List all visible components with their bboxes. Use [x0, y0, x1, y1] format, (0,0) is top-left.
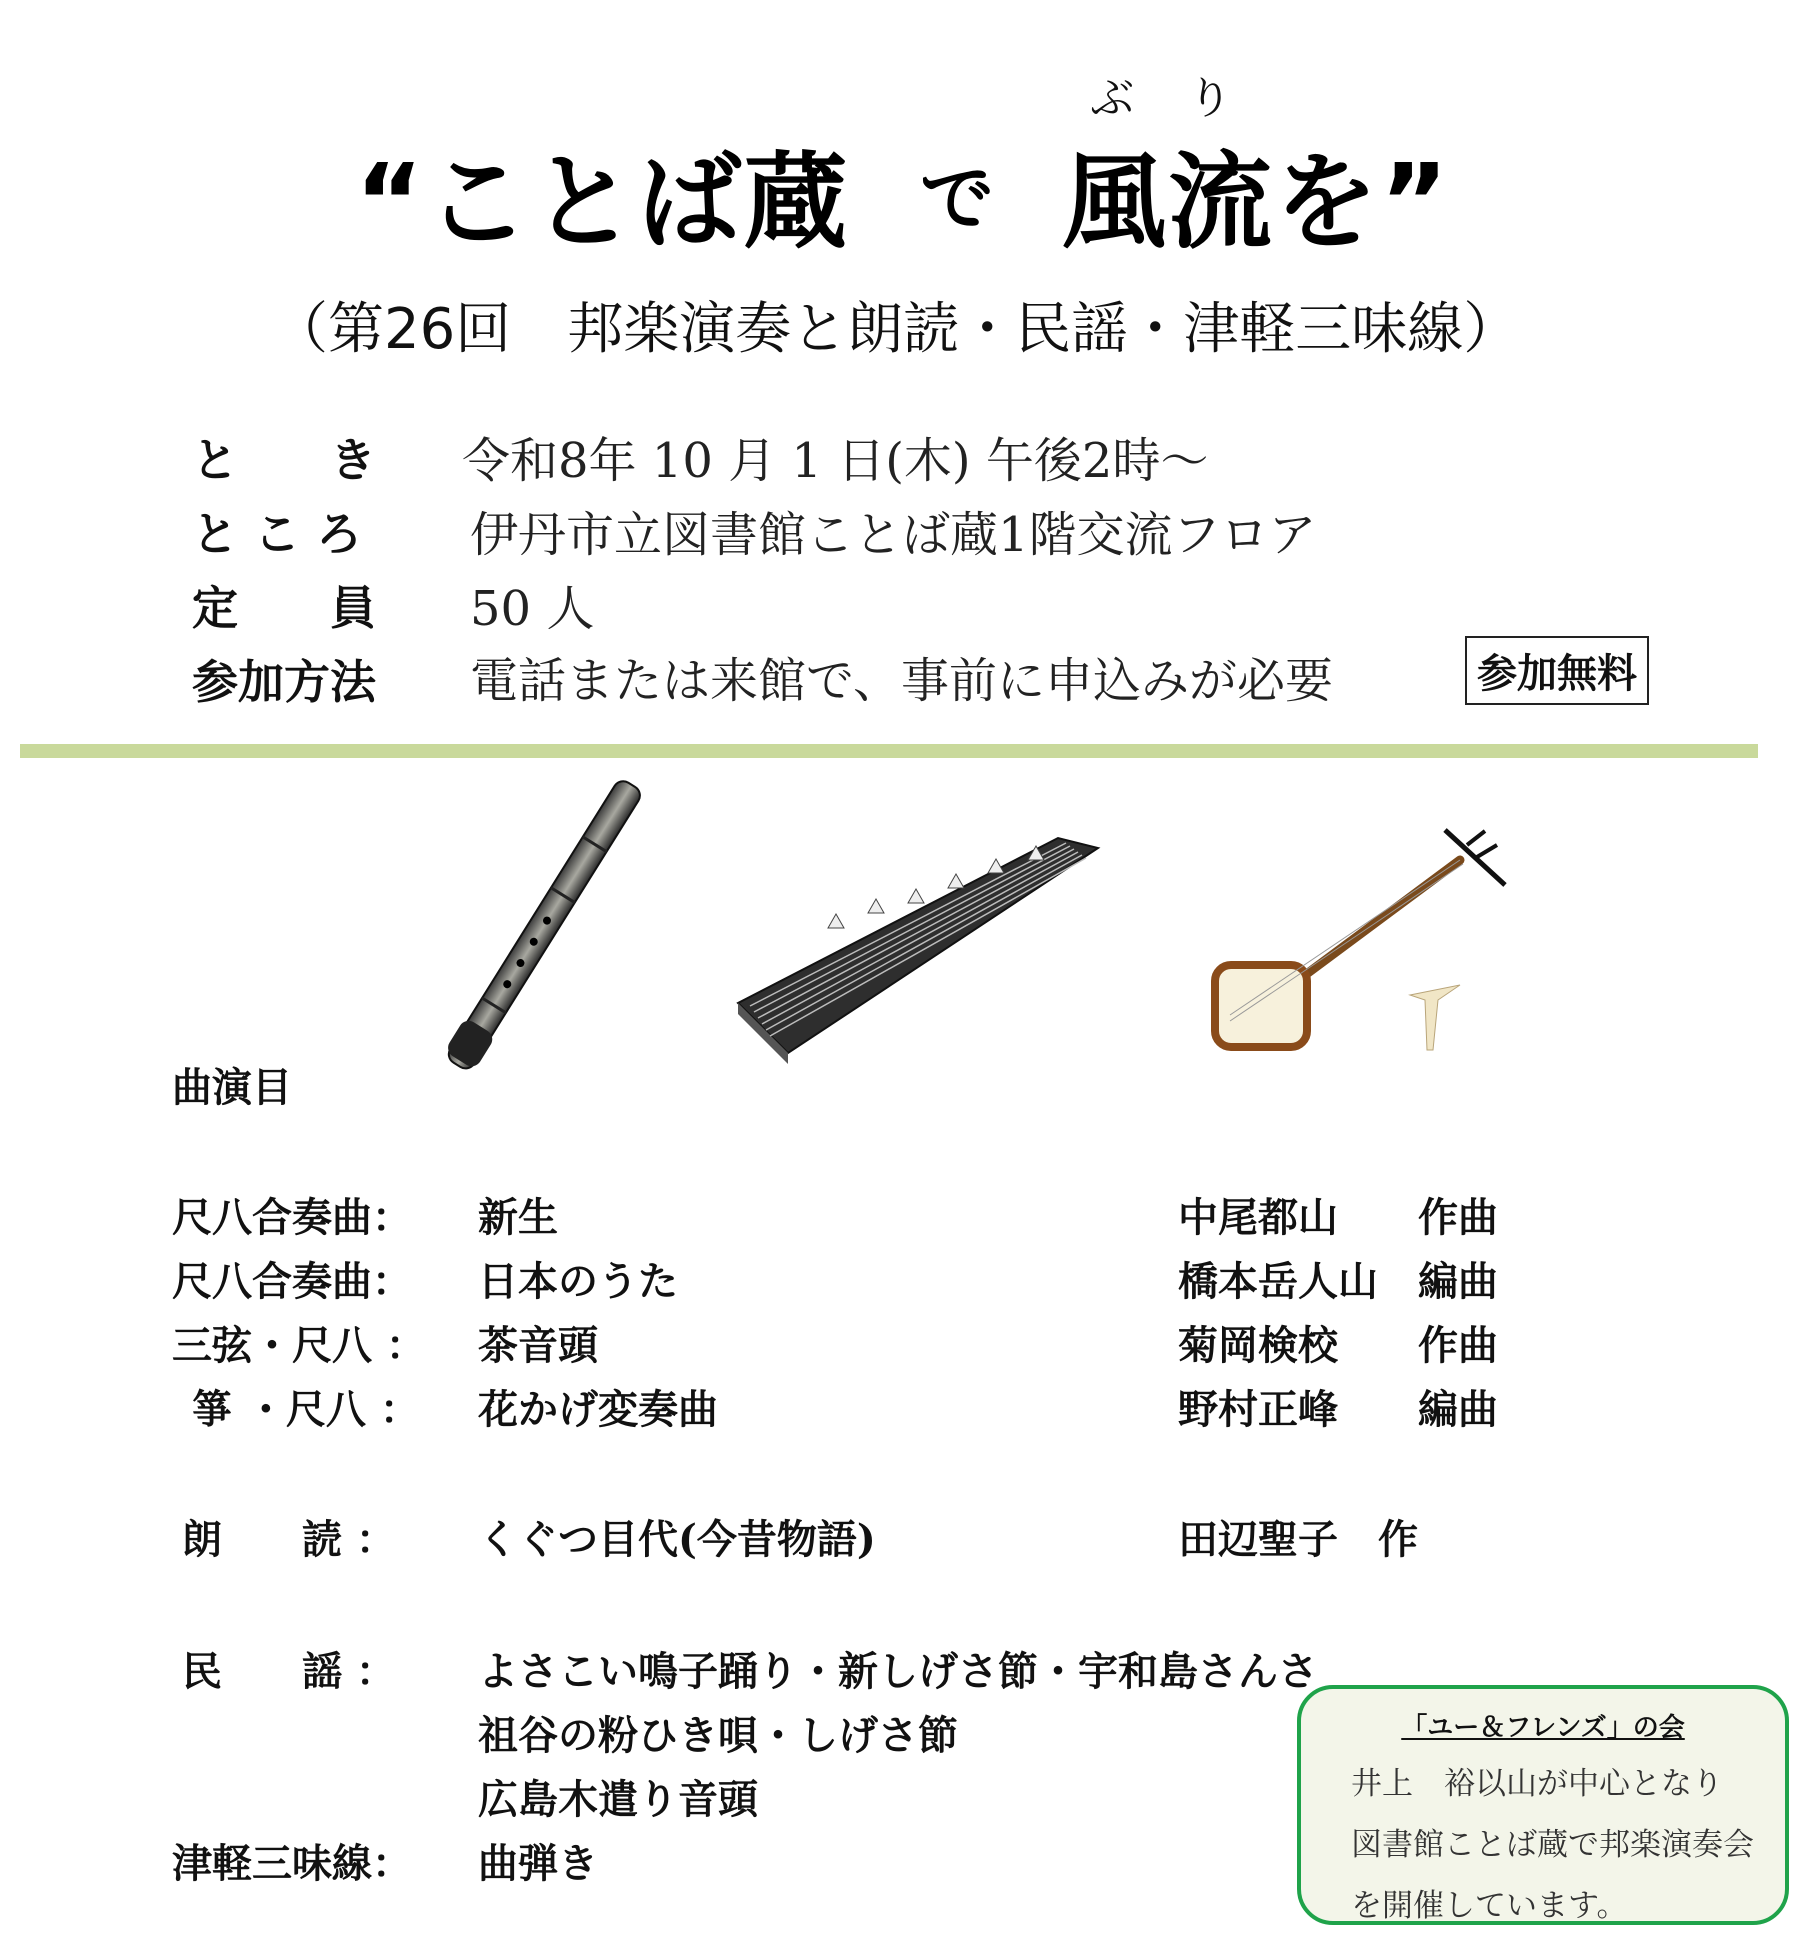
program-title: よさこい鳴子踊り・新しげさ節・宇和島さんさ — [478, 1648, 1318, 1695]
program-title: 新生 — [478, 1194, 558, 1241]
group-description-line: 井上 裕以山が中心となり — [1351, 1766, 1723, 1802]
program-title: 広島木遣り音頭 — [478, 1776, 758, 1823]
program-credit: 田辺聖子 作 — [1178, 1516, 1418, 1563]
free-admission-badge: 参加無料 — [1465, 636, 1649, 705]
section-divider — [20, 744, 1758, 758]
program-credit: 野村正峰 編曲 — [1178, 1386, 1498, 1433]
group-name: 「ユー＆フレンズ」の会 — [1401, 1713, 1685, 1743]
info-label-capacity: 定 員 — [192, 581, 376, 635]
program-title: 祖谷の粉ひき唄・しげさ節 — [478, 1712, 958, 1759]
program-category: 朗 読 ： — [182, 1516, 396, 1563]
info-value-method: 電話または来館で、事前に申込みが必要 — [470, 653, 1334, 709]
program-category: 箏 ・尺八 ： — [192, 1386, 420, 1433]
group-description-line: を開催しています。 — [1351, 1888, 1628, 1924]
group-info-box — [1297, 1685, 1789, 1925]
info-value-place: 伊丹市立図書館ことば蔵1階交流フロア — [470, 507, 1317, 563]
program-category: 尺八合奏曲： — [172, 1194, 412, 1241]
program-category: 民 謡 ： — [182, 1648, 396, 1695]
group-description-line: 図書館ことば蔵で邦楽演奏会 — [1351, 1827, 1754, 1863]
page-title-part2: で — [920, 156, 996, 242]
program-title: 茶音頭 — [478, 1322, 598, 1369]
info-label-method: 参加方法 — [192, 655, 376, 709]
program-credit: 橋本岳人山 編曲 — [1178, 1258, 1498, 1305]
shakuhachi-icon — [370, 768, 710, 1088]
program-category: 三弦・尺八 ： — [172, 1322, 426, 1369]
info-value-capacity: 50 人 — [470, 581, 595, 637]
program-title: くぐつ目代(今昔物語) — [478, 1516, 876, 1563]
title-ruby-ri: り — [1188, 73, 1232, 124]
page-title-part3: 風流を” — [1062, 141, 1451, 263]
shamisen-icon — [1205, 815, 1525, 1065]
info-label-date: と き — [192, 433, 376, 487]
program-category: 津軽三味線： — [172, 1840, 412, 1887]
program-title: 日本のうた — [478, 1258, 678, 1305]
program-title: 曲弾き — [478, 1840, 598, 1887]
page-title-part1: “ことば蔵 — [355, 141, 850, 263]
title-ruby-bu: ぶ — [1090, 73, 1134, 124]
program-category: 尺八合奏曲： — [172, 1258, 412, 1305]
info-label-place: と こ ろ — [192, 507, 363, 561]
program-credit: 中尾都山 作曲 — [1178, 1194, 1498, 1241]
program-title: 花かげ変奏曲 — [478, 1386, 718, 1433]
info-value-date: 令和8年 10 月 1 日(木) 午後2時～ — [462, 433, 1209, 489]
program-credit: 菊岡検校 作曲 — [1178, 1322, 1498, 1369]
subtitle: （第26回 邦楽演奏と朗読・民謡・津軽三味線） — [272, 297, 1520, 362]
program-heading: 曲演目 — [172, 1064, 292, 1111]
koto-icon — [728, 818, 1118, 1068]
